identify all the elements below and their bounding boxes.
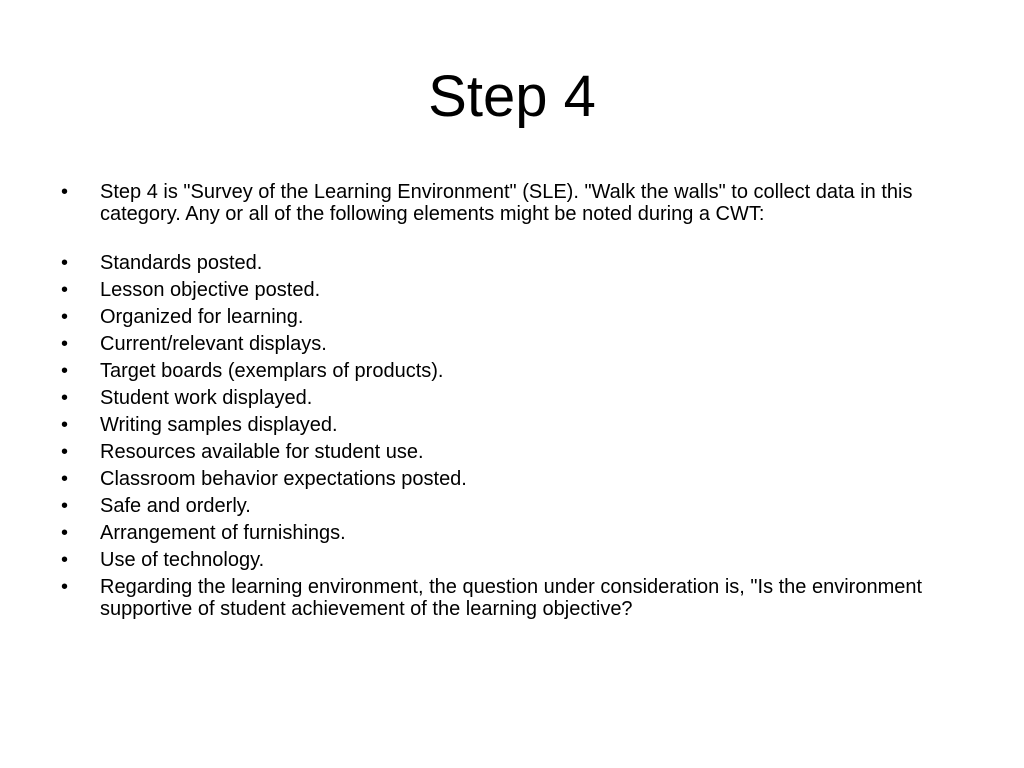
bullet-text: Resources available for student use. [100,441,424,463]
bullet-icon: • [61,468,69,490]
bullet-icon: • [61,306,69,328]
bullet-text: Lesson objective posted. [100,279,321,301]
slide-title: Step 4 [428,64,596,129]
bullet-list [55,181,975,625]
bullet-text: Step 4 is "Survey of the Learning Environment" (SLE). "Walk the walls" to collect data in this category. Any or all of the following elements might be noted during a CWT: [100,181,913,225]
list-item [55,468,975,490]
list-item [55,549,975,571]
bullet-text: Target boards (exemplars of products). [100,360,444,382]
bullet-text: Use of technology. [100,549,265,571]
list-item [55,252,975,274]
bullet-icon: • [61,522,69,544]
bullet-icon: • [61,333,69,355]
list-item [55,387,975,409]
bullet-icon: • [61,387,69,409]
bullet-icon: • [61,360,69,382]
bullet-text: Arrangement of furnishings. [100,522,346,544]
bullet-text: Writing samples displayed. [100,414,338,436]
bullet-icon: • [61,279,69,301]
bullet-text: Organized for learning. [100,306,304,328]
bullet-icon: • [61,576,69,598]
bullet-text: Current/relevant displays. [100,333,327,355]
bullet-icon: • [61,549,69,571]
list-item [55,495,975,517]
list-item [55,279,975,301]
bullet-text: Regarding the learning environment, the question under consideration is, "Is the environment supportive of student achievement of the learning objective? [100,576,923,620]
bullet-text: Student work displayed. [100,387,313,409]
list-item [55,522,975,544]
bullet-icon: • [61,414,69,436]
bullet-icon: • [61,181,69,203]
list-item [55,441,975,463]
list-item [55,576,975,620]
bullet-text: Standards posted. [100,252,263,274]
bullet-icon: • [61,252,69,274]
bullet-text: Safe and orderly. [100,495,251,517]
list-item [55,333,975,355]
bullet-icon: • [61,495,69,517]
bullet-icon: • [61,441,69,463]
list-item [55,306,975,328]
list-item [55,360,975,382]
list-item-intro [55,181,975,225]
list-item [55,414,975,436]
bullet-text: Classroom behavior expectations posted. [100,468,467,490]
